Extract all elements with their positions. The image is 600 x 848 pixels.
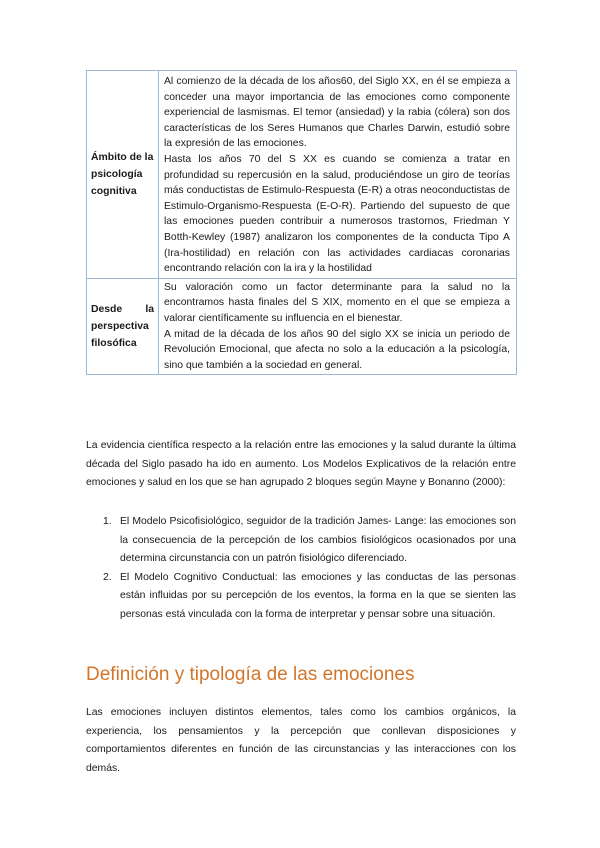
- section-paragraph: Las emociones incluyen distintos elementos, tales como los cambios orgánicos, la experiencia, los pensamientos y la percepción que conllevan disposiciones y comportamientos diferentes en función de las circunstancias y las interacciones con los demás.: [86, 707, 516, 774]
- row-label-text: Desde la perspectiva filosófica: [91, 304, 154, 349]
- table-paragraph: Hasta los años 70 del S XX es cuando se comienza a tratar en profundidad su repercusión en la salud, produciéndose un giro de teorías más conductistas de Estimulo-Respuesta (E-R) a otras neoconductistas de Estimulo-Organismo-Respuesta (E-O-R). Partiendo del supuesto de que las emociones pueden contribuir a numerosos trastornos, Friedman Y Botth-Kewley (1987) analizaron los componentes de la conducta Tipo A (Ira-hostilidad) en relación con las actividades cardiacas coronarias encontrando relación con la ira y la hostilidad: [164, 153, 510, 275]
- table-paragraph: A mitad de la década de los años 90 del siglo XX se inicia un periodo de Revolución Emocional, que afecta no solo a la educación a la psicología, sino que también a la sociedad en general.: [164, 328, 510, 371]
- intro-paragraph: La evidencia científica respecto a la relación entre las emociones y la salud durante la última década del Siglo pasado ha ido en aumento. Los Modelos Explicativos de la relación entre emociones y salud en los que se han agrupado 2 bloques según Mayne y Bonanno (2000):: [86, 440, 516, 489]
- list-item-text: El Modelo Cognitivo Conductual: las emociones y las conductas de las personas están influidas por su percepción de los eventos, la forma en la que se sienten las personas está vinculada con la forma de interpretar y pensar sobre una situación.: [120, 571, 516, 620]
- table-row-content: [159, 71, 517, 279]
- table-row: [87, 71, 517, 279]
- emotions-history-table: [86, 70, 517, 375]
- section-heading: Definición y tipología de las emociones: [86, 664, 415, 685]
- list-item: [86, 569, 516, 625]
- row-label-text: Ámbito de la psicología cognitiva: [91, 151, 154, 197]
- list-item-text: El Modelo Psicofisiológico, seguidor de la tradición James- Lange: las emociones son la consecuencia de la percepción de los cambios fisiológicos ocasionados por una determina circunstancia con un patrón fisiológico diferenciado.: [120, 516, 516, 565]
- table-row-label: [87, 278, 159, 375]
- table-row-label: [87, 71, 159, 279]
- list-item: [86, 513, 516, 569]
- table-row: [87, 278, 517, 375]
- table-paragraph: Al comienzo de la década de los años60, del Siglo XX, en él se empieza a conceder una mayor importancia de las emociones como componente experiencial de lasmismas. El temor (ansiedad) y la rabia (cólera) son dos características de los Seres Humanos que Charles Darwin, estudió sobre la expresión de las emociones.: [164, 76, 510, 150]
- list-item-number: 2.: [103, 571, 112, 583]
- table-row-content: [159, 278, 517, 375]
- models-list: [86, 513, 516, 625]
- list-item-number: 1.: [103, 516, 112, 527]
- table-paragraph: Su valoración como un factor determinante para la salud no la encontramos hasta finales del S XIX, momento en el que se empieza a valorar científicamente su influencia en el bienestar.: [164, 281, 510, 324]
